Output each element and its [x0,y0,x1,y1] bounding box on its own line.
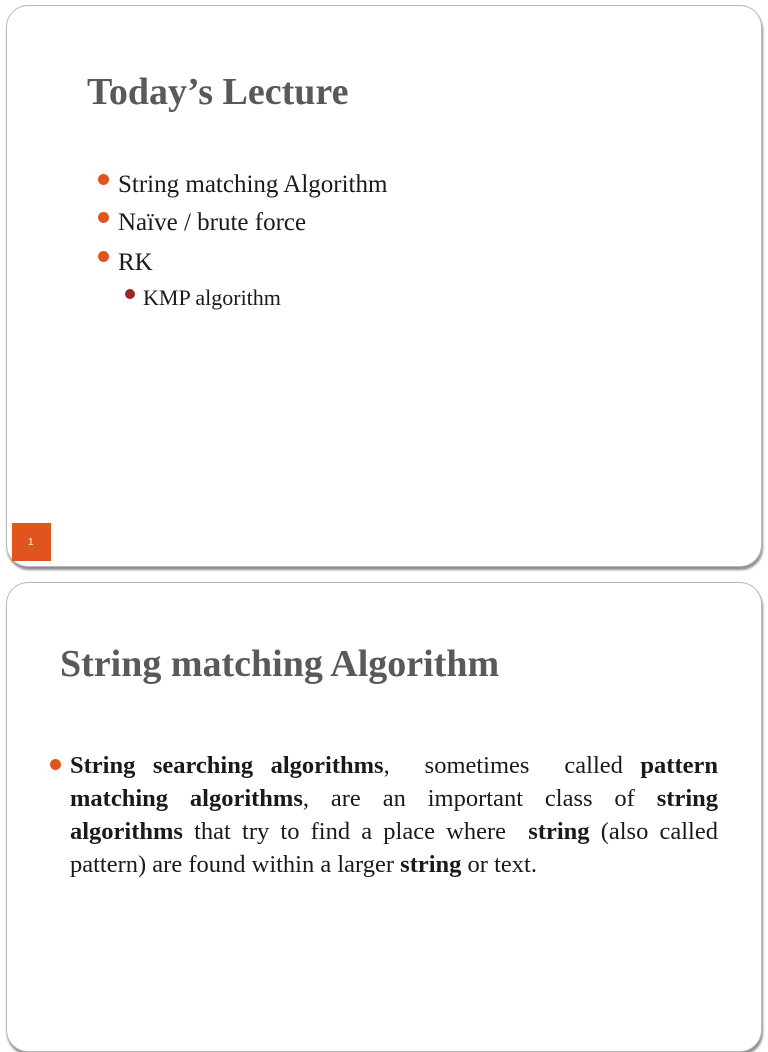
paragraph-run: string algorithms [70,785,718,845]
paragraph-run: String searching algorithms [70,752,384,779]
paragraph-run: or text. [461,851,537,878]
definition-paragraph [70,749,718,881]
paragraph-run: , sometimes called [383,752,641,779]
paragraph-run: pattern matching algorithms [70,752,718,812]
slide-title: Today’s Lecture [87,71,349,113]
bullet-text: KMP algorithm [143,285,281,310]
bullet-dot-icon [98,174,109,185]
bullet-text: String matching Algorithm [118,171,388,198]
bullet-dot-icon [98,251,109,262]
slide-1 [6,5,762,567]
slide-title: String matching Algorithm [60,643,500,685]
bullet-dot-icon [50,759,61,770]
paragraph-run: , are an important class of [302,785,657,812]
paragraph-run: string [400,851,462,878]
sub-bullet-dot-icon [125,289,135,299]
paragraph-run: string [528,818,590,845]
paragraph-run: (also called pattern) are found within a larger [70,818,718,878]
bullet-dot-icon [98,212,109,223]
paragraph-run: that try to find a place where [182,818,529,845]
bullet-text: Naïve / brute force [118,209,307,236]
bullet-text: RK [118,249,153,276]
slide-2 [6,582,762,1052]
slide-number-badge: 1 [12,523,51,561]
